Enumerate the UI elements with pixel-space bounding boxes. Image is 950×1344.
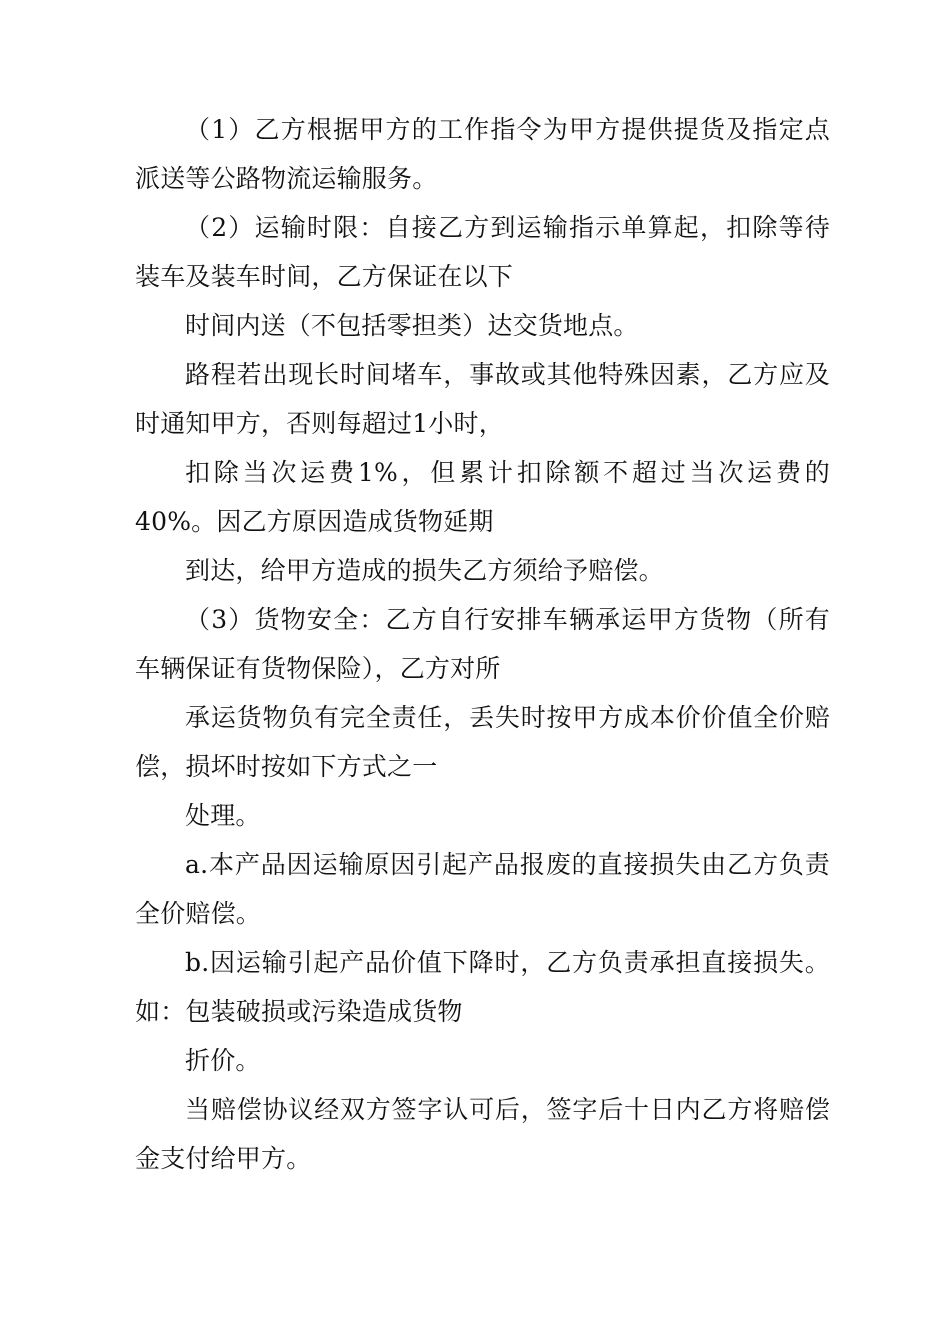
paragraph-12: 折价。 (185, 1046, 261, 1075)
paragraph-8: 承运货物负有完全责任，丢失时按甲方成本价价值全价赔偿，损坏时按如下方式之一 (135, 703, 830, 781)
paragraph-13: 当赔偿协议经双方签字认可后，签字后十日内乙方将赔偿金支付给甲方。 (135, 1095, 830, 1173)
paragraph-2: （2）运输时限：自接乙方到运输指示单算起，扣除等待装车及装车时间，乙方保证在以下 (135, 213, 830, 291)
paragraph-9: 处理。 (185, 801, 261, 830)
paragraph-7: （3）货物安全：乙方自行安排车辆承运甲方货物（所有车辆保证有货物保险），乙方对所 (135, 605, 830, 683)
paragraph-10: a.本产品因运输原因引起产品报废的直接损失由乙方负责全价赔偿。 (135, 850, 830, 928)
paragraph-11: b.因运输引起产品价值下降时，乙方负责承担直接损失。如：包装破损或污染造成货物 (135, 948, 830, 1026)
paragraph-1: （1）乙方根据甲方的工作指令为甲方提供提货及指定点派送等公路物流运输服务。 (135, 115, 830, 193)
paragraph-4: 路程若出现长时间堵车，事故或其他特殊因素，乙方应及时通知甲方，否则每超过1小时， (135, 360, 830, 438)
paragraph-5: 扣除当次运费1%，但累计扣除额不超过当次运费的40%。因乙方原因造成货物延期 (135, 458, 830, 536)
paragraph-3: 时间内送（不包括零担类）达交货地点。 (185, 311, 639, 340)
document-body (135, 105, 830, 1183)
paragraph-6: 到达，给甲方造成的损失乙方须给予赔偿。 (185, 556, 664, 585)
